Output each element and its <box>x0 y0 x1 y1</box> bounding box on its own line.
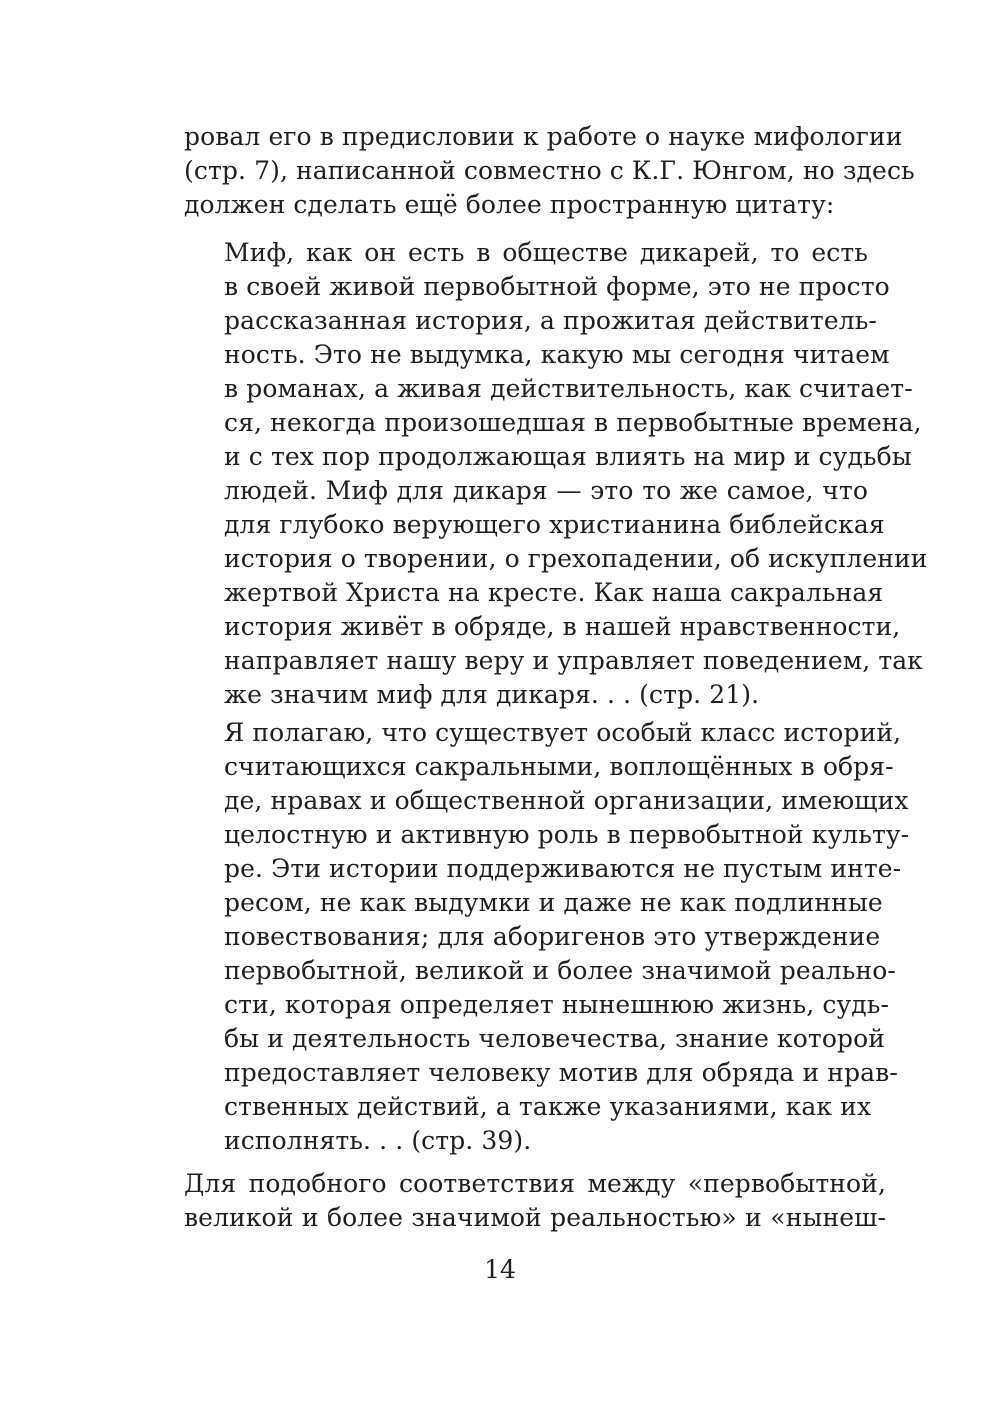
quote-line: же значим миф для дикаря. . . (стр. 21). <box>224 680 760 709</box>
quote-line: сти, которая определяет нынешнюю жизнь, судь- <box>224 990 890 1019</box>
intro-line: ровал его в предисловии к работе о науке мифологии <box>184 122 903 151</box>
quote-line: людей. Миф для дикаря — это то же самое, что <box>224 476 868 505</box>
quote-line: первобытной, великой и более значимой реально- <box>224 956 896 985</box>
quote-line: ресом, не как выдумки и даже не как подлинные <box>224 888 883 917</box>
quote-line: Миф, как он есть в обществе дикарей, то есть <box>224 238 868 267</box>
quote-line: повествования; для аборигенов это утверждение <box>224 922 881 951</box>
quote-line: исполнять. . . (стр. 39). <box>224 1126 532 1155</box>
intro-line: должен сделать ещё более пространную цитату: <box>184 190 835 219</box>
page-number: 14 <box>484 1255 516 1284</box>
quote-line: ре. Эти истории поддерживаются не пустым инте- <box>224 854 902 883</box>
quote-line: и с тех пор продолжающая влиять на мир и судьбы <box>224 442 912 471</box>
quote-line: рассказанная история, а прожитая действитель- <box>224 306 877 335</box>
quote-line: бы и деятельность человечества, знание которой <box>224 1024 885 1053</box>
quote-line: Я полагаю, что существует особый класс историй, <box>224 718 902 747</box>
quote-line: история живёт в обряде, в нашей нравственности, <box>224 612 901 641</box>
quote-line: жертвой Христа на кресте. Как наша сакральная <box>224 578 884 607</box>
closing-line: Для подобного соответствия между «первобытной, <box>184 1169 886 1198</box>
quote-line: ся, некогда произошедшая в первобытные времена, <box>224 408 922 437</box>
quote-line: направляет нашу веру и управляет поведением, так <box>224 646 924 675</box>
quote-line: в своей живой первобытной форме, это не просто <box>224 272 890 301</box>
quote-line: ность. Это не выдумка, какую мы сегодня читаем <box>224 340 890 369</box>
quote-line: целостную и активную роль в первобытной культу- <box>224 820 910 849</box>
quote-line: для глубоко верующего христианина библейская <box>224 510 885 539</box>
closing-line: великой и более значимой реальностью» и «нынеш- <box>184 1203 886 1232</box>
quote-line: де, нравах и общественной организации, имеющих <box>224 786 909 815</box>
quote-line: считающихся сакральными, воплощённых в обря- <box>224 752 894 781</box>
quote-line: история о творении, о грехопадении, об искуплении <box>224 544 928 573</box>
quote-line: ственных действий, а также указаниями, как их <box>224 1092 872 1121</box>
quote-line: в романах, а живая действительность, как считает- <box>224 374 913 403</box>
intro-line: (стр. 7), написанной совместно с К.Г. Юнгом, но здесь <box>184 156 915 185</box>
quote-line: предоставляет человеку мотив для обряда и нрав- <box>224 1058 898 1087</box>
